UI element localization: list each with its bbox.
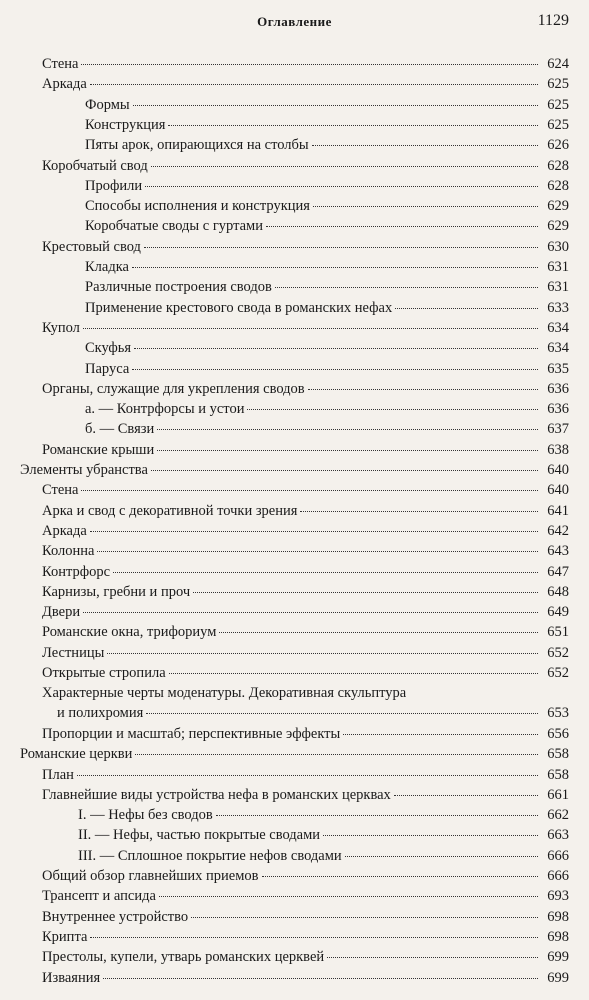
dot-leader: [159, 895, 538, 897]
dot-leader: [144, 246, 538, 248]
dot-leader: [135, 753, 538, 755]
toc-entry: [0, 765, 589, 785]
toc-entry-title: Пропорции и масштаб; перспективные эффекты: [42, 725, 341, 742]
toc-entry: [0, 521, 589, 541]
toc-entry: [0, 907, 589, 927]
toc-entry: [0, 886, 589, 906]
toc-entry-title: Лестницы: [42, 644, 105, 661]
toc-entry-page: 649: [547, 604, 569, 621]
toc-entry-page: 628: [547, 157, 569, 174]
dot-leader: [169, 672, 538, 674]
toc-entry-title: Внутреннее устройство: [42, 908, 189, 925]
toc-entry-page: 636: [547, 380, 569, 397]
dot-leader: [247, 408, 538, 410]
toc-entry-title: Купол: [42, 319, 80, 336]
toc-entry-page: 628: [547, 177, 569, 194]
toc-entry: [0, 399, 589, 419]
toc-entry: [0, 663, 589, 683]
dot-leader: [132, 368, 538, 370]
toc-entry-title: Профили: [85, 177, 143, 194]
toc-entry-page: 636: [547, 401, 569, 418]
toc-entry: [0, 359, 589, 379]
toc-entry-page: 653: [547, 705, 569, 722]
toc-entry-title: Аркада: [42, 76, 87, 93]
toc-entry-title: Трансепт и апсида: [42, 888, 156, 905]
dot-leader: [327, 956, 538, 958]
toc-entry-page: 631: [547, 279, 569, 296]
toc-entry: [0, 562, 589, 582]
dot-leader: [216, 814, 538, 816]
toc-entry-page: 652: [547, 665, 569, 681]
toc-entry: [0, 541, 589, 561]
toc-entry: [0, 298, 589, 318]
toc-entry-title: Главнейшие виды устройства нефа в романских церквах: [42, 786, 391, 803]
dot-leader: [394, 794, 538, 796]
toc-entry-title: Скуфья: [85, 340, 132, 357]
dot-leader: [90, 530, 538, 532]
toc-entry-title: Карнизы, гребни и проч: [42, 583, 191, 600]
toc-entry: [0, 846, 589, 866]
toc-entry-page: 658: [547, 746, 569, 763]
dot-leader: [90, 83, 538, 85]
toc-entry: [0, 419, 589, 439]
toc-entry: [0, 460, 589, 480]
toc-entry-title: Коробчатые своды с гуртами: [85, 218, 263, 235]
toc-entry-title: б. — Связи: [85, 421, 155, 438]
toc-entry-title: Общий обзор главнейших приемов: [42, 868, 259, 884]
toc-entry: [0, 582, 589, 602]
toc-entry: [0, 602, 589, 622]
toc-entry: [0, 643, 589, 663]
toc-entry-page: 698: [547, 928, 569, 945]
toc-entry-title: Арка и свод с декоративной точки зрения: [42, 502, 298, 519]
dot-leader: [312, 144, 538, 146]
dot-leader: [151, 469, 538, 471]
toc-entry-page: 698: [547, 908, 569, 925]
toc-entry: [0, 744, 589, 764]
dot-leader: [97, 550, 538, 552]
dot-leader: [219, 631, 538, 633]
dot-leader: [395, 307, 538, 309]
dot-leader: [300, 510, 538, 512]
toc-entry-page: 651: [547, 624, 569, 641]
toc-entry: [0, 318, 589, 338]
toc-entry: [0, 379, 589, 399]
toc-entry-title: Конструкция: [85, 116, 166, 133]
toc-entry-page: 640: [547, 482, 569, 499]
toc-entry-title: Романские окна, трифориум: [42, 624, 217, 641]
toc-entry-page: 634: [547, 319, 569, 336]
dot-leader: [157, 449, 538, 451]
toc-entry: [0, 54, 589, 74]
toc-entry-title: Престолы, купели, утварь романских церквей: [42, 949, 325, 966]
dot-leader: [134, 347, 538, 349]
dot-leader: [83, 611, 538, 613]
toc-entry-page: 633: [547, 299, 569, 316]
toc-entry-page: 652: [547, 644, 569, 661]
dot-leader: [146, 712, 538, 714]
toc-entry-title: Коробчатый свод: [42, 157, 148, 174]
toc-entry: [0, 683, 589, 723]
toc-entry-page: 641: [547, 502, 569, 519]
dot-leader: [343, 733, 538, 735]
dot-leader: [168, 124, 538, 126]
toc-entry: [0, 968, 589, 988]
toc-entry: [0, 237, 589, 257]
dot-leader: [77, 774, 538, 776]
toc-entry: [0, 74, 589, 94]
toc-entry-page: 699: [547, 949, 569, 966]
dot-leader: [323, 834, 538, 836]
toc-entry-page: 640: [547, 462, 569, 478]
dot-leader: [107, 652, 538, 654]
toc-entry-page: 629: [547, 198, 569, 215]
dot-leader: [132, 266, 538, 268]
toc-entry-page: 631: [547, 259, 569, 275]
toc-entry: [0, 95, 589, 115]
toc-entry-page: 666: [547, 868, 569, 884]
toc-entry-page: 693: [547, 888, 569, 905]
toc-entry-title: III. — Сплошное покрытие нефов сводами: [78, 847, 342, 864]
toc-entry-title-cont: и полихромия: [57, 705, 144, 722]
toc-entry-page: 666: [547, 847, 569, 864]
dot-leader: [81, 63, 538, 65]
toc-entry-title: Стена: [42, 56, 79, 72]
toc-entry-page: 637: [547, 421, 569, 438]
toc-entry-title: Кладка: [85, 259, 129, 275]
dot-leader: [157, 428, 538, 430]
toc-entry-page: 629: [547, 218, 569, 235]
toc-entry-page: 661: [547, 786, 569, 803]
dot-leader: [191, 916, 538, 918]
toc-entry: [0, 805, 589, 825]
toc-entry: [0, 216, 589, 236]
toc-entry: [0, 196, 589, 216]
dot-leader: [262, 875, 538, 877]
toc-entry-title: Способы исполнения и конструкция: [85, 198, 310, 215]
dot-leader: [145, 185, 538, 187]
toc-entry-page: 648: [547, 583, 569, 600]
toc-entry: [0, 338, 589, 358]
toc-entry-title: Аркада: [42, 522, 87, 539]
toc-entry-page: 642: [547, 522, 569, 539]
toc-entry-page: 643: [547, 543, 569, 560]
toc-entry-page: 630: [547, 238, 569, 255]
toc-entry-title: Контрфорс: [42, 563, 111, 580]
running-title: Оглавление: [257, 14, 332, 29]
toc-entry: [0, 947, 589, 967]
dot-leader: [151, 165, 538, 167]
dot-leader: [81, 489, 538, 491]
dot-leader: [313, 205, 538, 207]
dot-leader: [113, 571, 538, 573]
dot-leader: [266, 225, 538, 227]
toc-entry-page: 624: [547, 56, 569, 72]
toc-entry-page: 699: [547, 969, 569, 986]
toc-entry-title: Применение крестового свода в романских нефах: [85, 299, 393, 316]
toc-entry-page: 638: [547, 441, 569, 458]
toc-entry-title: Двери: [42, 604, 81, 621]
toc-entry-page: 656: [547, 725, 569, 742]
toc-entry-title: Стена: [42, 482, 79, 499]
toc-entry: [0, 724, 589, 744]
toc-entry: [0, 866, 589, 886]
toc-entry-page: 625: [547, 76, 569, 93]
toc-entry-title: Изваяния: [42, 969, 101, 986]
dot-leader: [83, 327, 538, 329]
toc-entry-title: Колонна: [42, 543, 95, 560]
toc-entry-title: Крипта: [42, 928, 88, 945]
dot-leader: [193, 591, 538, 593]
toc-entry: [0, 135, 589, 155]
dot-leader: [275, 286, 538, 288]
dot-leader: [133, 104, 538, 106]
toc-entry-title: Крестовый свод: [42, 238, 141, 255]
toc-entry-page: 658: [547, 766, 569, 783]
toc-entry: [0, 785, 589, 805]
toc-entry-title: Элементы убранства: [20, 462, 148, 478]
toc-entry-page: 635: [547, 360, 569, 377]
toc-entry: [0, 825, 589, 845]
toc-entry-page: 625: [547, 116, 569, 133]
toc-entry-title: Характерные черты моденатуры. Декоративная скульптура: [42, 685, 407, 702]
toc-entry-page: 662: [547, 807, 569, 824]
toc-entry: [0, 622, 589, 642]
dot-leader: [90, 936, 538, 938]
dot-leader: [103, 977, 538, 979]
toc-entry-page: 625: [547, 96, 569, 113]
toc-entry: [0, 277, 589, 297]
toc-entry-title: II. — Нефы, частью покрытые сводами: [78, 827, 321, 844]
toc-entry-title: I. — Нефы без сводов: [78, 807, 213, 824]
toc-entry-page: 626: [547, 137, 569, 154]
toc-entry-title: Различные построения сводов: [85, 279, 272, 296]
toc-entry: [0, 927, 589, 947]
toc-entry: [0, 480, 589, 500]
toc-entry: [0, 115, 589, 135]
page-number: 1129: [537, 12, 569, 29]
toc-entry-title: а. — Контрфорсы и устои: [85, 401, 245, 418]
toc-entry-title: Формы: [85, 96, 130, 113]
toc-entry-title: Открытые стропила: [42, 665, 166, 681]
toc-entry-title: Паруса: [85, 360, 130, 377]
toc-entry: [0, 156, 589, 176]
toc-entry-title: Романские крыши: [42, 441, 155, 458]
toc-entry-page: 663: [547, 827, 569, 844]
dot-leader: [308, 388, 538, 390]
toc-entry-title: Пяты арок, опирающихся на столбы: [85, 137, 309, 154]
toc-entry-title: Органы, служащие для укрепления сводов: [42, 380, 305, 397]
toc-entry: [0, 257, 589, 277]
toc-entry: [0, 501, 589, 521]
toc-entry: [0, 440, 589, 460]
toc-entry-title: План: [42, 766, 74, 783]
toc-entry-page: 647: [547, 563, 569, 580]
toc-entry-page: 634: [547, 340, 569, 357]
toc-entry-title: Романские церкви: [20, 746, 133, 763]
toc-entry: [0, 176, 589, 196]
page-header: [0, 12, 589, 36]
dot-leader: [345, 855, 538, 857]
